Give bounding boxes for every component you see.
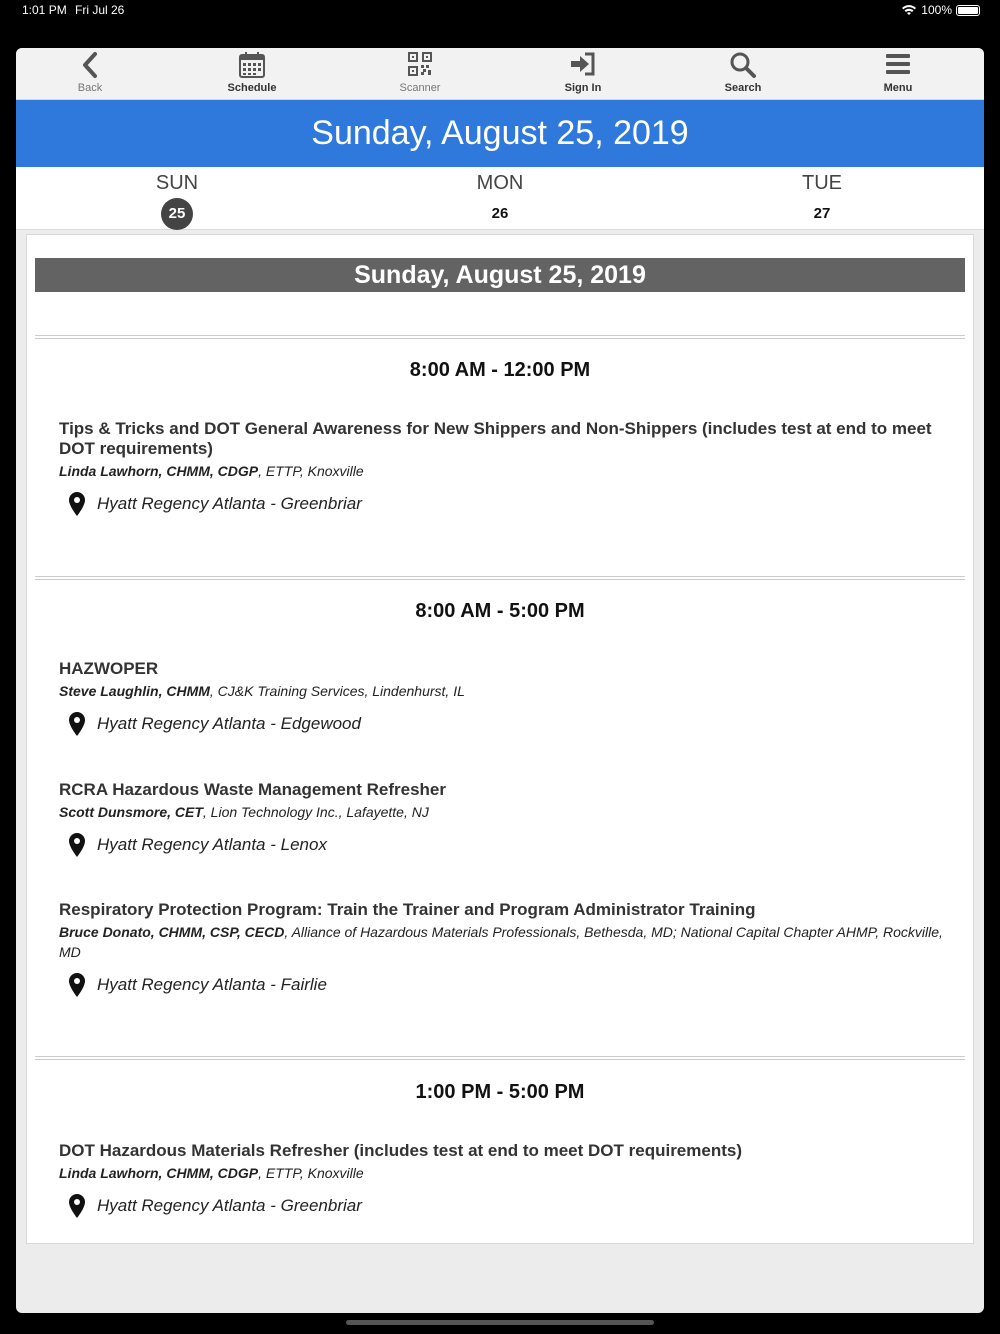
divider [35, 335, 965, 339]
day-name: MON [476, 172, 524, 194]
qr-code-icon [370, 48, 470, 82]
day-tab-sun[interactable] [117, 171, 237, 230]
time-slot-header: 1:00 PM - 5:00 PM [415, 1081, 585, 1103]
location-name: Hyatt Regency Atlanta - Lenox [97, 835, 327, 854]
wifi-icon [901, 4, 917, 16]
search-button[interactable] [693, 48, 793, 100]
speaker-name: Steve Laughlin, CHMM [59, 683, 210, 699]
speaker-org: , ETTP, Knoxville [258, 463, 364, 479]
session-speaker [59, 461, 949, 481]
speaker-org: , CJ&K Training Services, Lindenhurst, IL [209, 683, 465, 699]
map-pin-icon [67, 711, 87, 737]
location-name: Hyatt Regency Atlanta - Fairlie [97, 975, 327, 994]
day-tab-tue[interactable] [762, 171, 882, 229]
session-title: Respiratory Protection Program: Train the Trainer and Program Administrator Training [59, 900, 756, 919]
back-button[interactable] [40, 48, 140, 100]
location-name: Hyatt Regency Atlanta - Edgewood [97, 714, 361, 733]
calendar-icon [202, 48, 302, 82]
map-pin-icon [67, 972, 87, 998]
speaker-name: Linda Lawhorn, CHMM, CDGP [59, 463, 259, 479]
status-date: Fri Jul 26 [75, 3, 125, 17]
status-bar [0, 0, 1000, 22]
session-speaker [59, 922, 949, 962]
speaker-org: , Lion Technology Inc., Lafayette, NJ [202, 804, 429, 820]
session-speaker [59, 802, 949, 822]
menu-button[interactable] [848, 48, 948, 100]
session-title: HAZWOPER [59, 659, 159, 678]
session-location [59, 832, 949, 858]
day-name: TUE [802, 172, 842, 194]
home-indicator[interactable] [346, 1320, 654, 1325]
speaker-org: , Alliance of Hazardous Materials Professionals, Bethesda, MD; National Capital Chapter AHMP, Rockville, MD [59, 924, 943, 960]
sign-in-button[interactable] [533, 48, 633, 100]
location-name: Hyatt Regency Atlanta - Greenbriar [97, 1196, 362, 1215]
battery-icon [956, 5, 980, 16]
schedule-list [26, 234, 974, 1244]
schedule-label: Schedule [227, 82, 277, 94]
session-item[interactable] [59, 659, 949, 737]
map-pin-icon [67, 491, 87, 517]
search-label: Search [724, 82, 762, 94]
session-item[interactable] [59, 1141, 949, 1219]
day-tab-mon[interactable] [440, 171, 560, 229]
sign-in-icon [533, 48, 633, 82]
speaker-org: , ETTP, Knoxville [258, 1165, 364, 1181]
sign-in-label: Sign In [564, 82, 602, 94]
app-window [16, 48, 984, 1313]
session-speaker [59, 1163, 949, 1183]
session-location [59, 972, 949, 998]
day-selector [16, 167, 984, 230]
speaker-name: Linda Lawhorn, CHMM, CDGP [59, 1165, 259, 1181]
session-title: DOT Hazardous Materials Refresher (includes test at end to meet DOT requirements) [59, 1141, 742, 1160]
session-location [59, 491, 949, 517]
battery-percent: 100% [921, 3, 952, 17]
day-number-selected: 25 [161, 198, 193, 230]
day-number: 26 [491, 205, 509, 222]
speaker-name: Bruce Donato, CHMM, CSP, CECD [59, 924, 285, 940]
hamburger-menu-icon [848, 48, 948, 82]
session-location [59, 1193, 949, 1219]
session-item[interactable] [59, 900, 949, 998]
day-number: 27 [813, 205, 831, 222]
search-icon [693, 48, 793, 82]
toolbar [16, 48, 984, 100]
session-speaker [59, 681, 949, 701]
menu-label: Menu [883, 82, 913, 94]
session-location [59, 711, 949, 737]
session-item[interactable] [59, 419, 949, 517]
location-name: Hyatt Regency Atlanta - Greenbriar [97, 494, 362, 513]
session-title: RCRA Hazardous Waste Management Refresher [59, 780, 446, 799]
time-slot-header: 8:00 AM - 5:00 PM [415, 600, 585, 622]
section-date-header: Sunday, August 25, 2019 [35, 258, 965, 292]
schedule-button[interactable] [202, 48, 302, 100]
map-pin-icon [67, 832, 87, 858]
speaker-name: Scott Dunsmore, CET [59, 804, 203, 820]
time-slot-header: 8:00 AM - 12:00 PM [409, 359, 591, 381]
status-right [901, 3, 980, 17]
day-name: SUN [155, 172, 199, 194]
divider [35, 1056, 965, 1060]
divider [35, 576, 965, 580]
session-item[interactable] [59, 780, 949, 858]
map-pin-icon [67, 1193, 87, 1219]
scanner-label: Scanner [399, 82, 441, 94]
chevron-left-icon [40, 48, 140, 82]
scanner-button[interactable] [370, 48, 470, 100]
session-title: Tips & Tricks and DOT General Awareness for New Shippers and Non-Shippers (includes test at end to meet DOT requirements) [59, 419, 932, 458]
back-label: Back [77, 82, 103, 94]
date-banner: Sunday, August 25, 2019 [16, 100, 984, 167]
status-time: 1:01 PM [22, 3, 67, 17]
